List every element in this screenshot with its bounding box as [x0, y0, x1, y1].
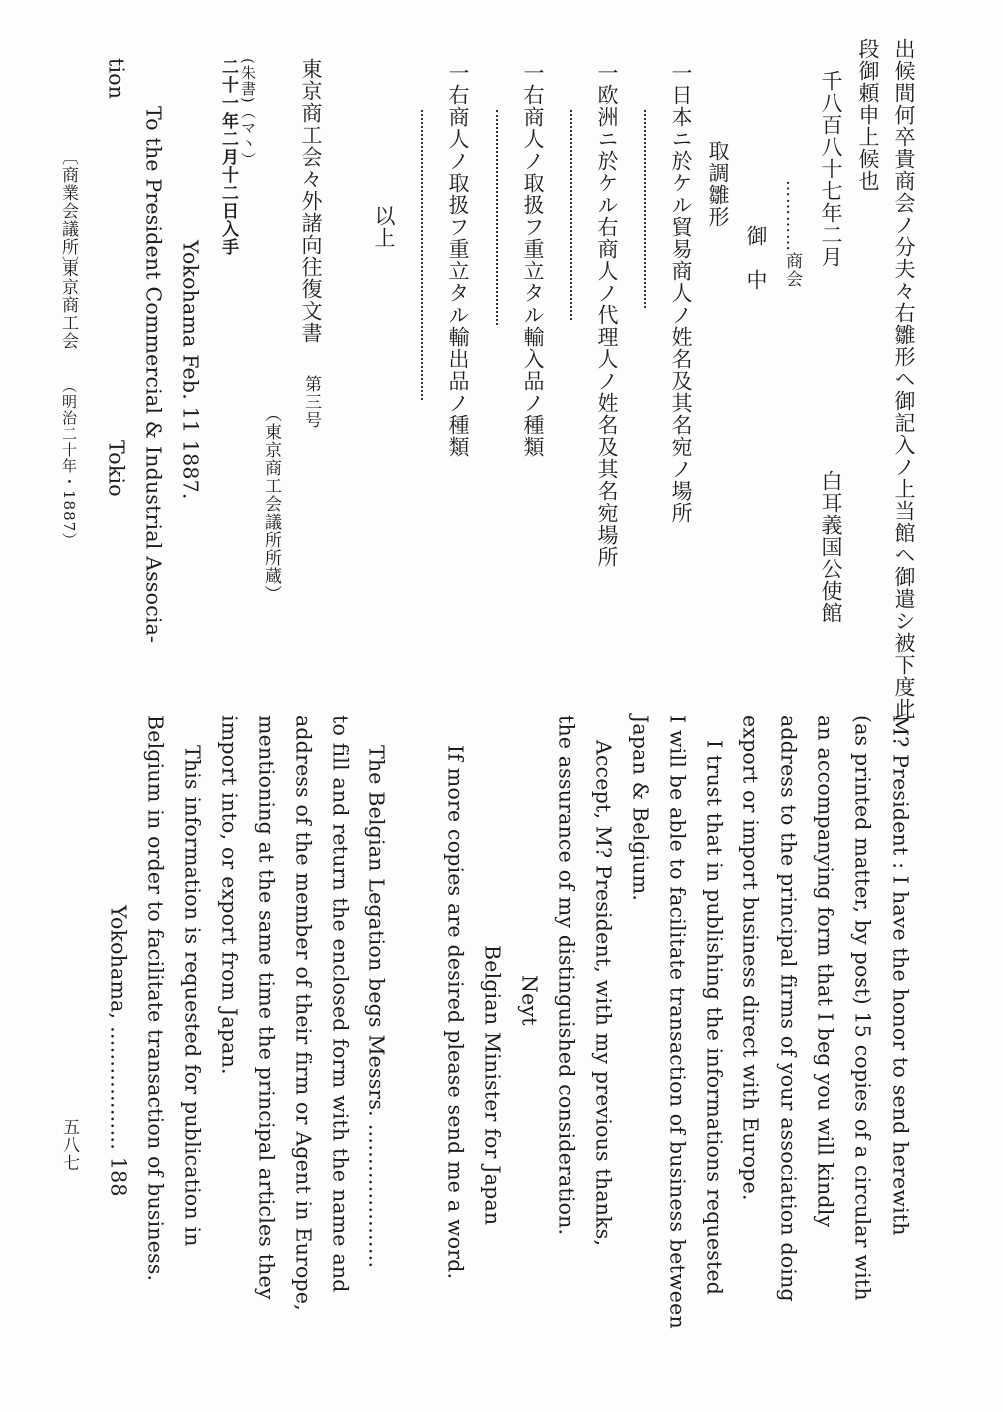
letter-line: I trust that in publishing the informations requested [702, 740, 727, 1296]
received-date: 二十一年二月十二日入手 [218, 58, 238, 256]
request-line-2: 段御頼申上候也 [856, 38, 880, 192]
tokio: Tokio [104, 440, 129, 497]
onchu: 御 中 [744, 225, 768, 291]
addressee-shokai: 商会 [782, 252, 802, 288]
postscript: If more copies are desired please send me a word. [443, 745, 468, 1280]
to-line-2: tion [104, 58, 129, 100]
form-item-3: 一右商人ノ取扱フ重立タル輸入品ノ種類 [521, 62, 545, 458]
footer-section: 〔商業会議所〕 [58, 148, 78, 274]
document-volume: 第三号 [301, 375, 321, 429]
form-title: 取調雛形 [706, 140, 730, 228]
form-item-4-blank [421, 110, 423, 400]
form-item-2-blank [570, 110, 572, 320]
letter-date: 千八百八十七年二月 [819, 70, 843, 268]
form-english-line: Yokohama, ……………… 188 [106, 905, 131, 1197]
form-english-line: This information is requested for publication in [180, 745, 205, 1247]
request-line-1: 出候間何卒貴商会ノ分夫々右雛形ヘ御記入ノ上当館ヘ御遣シ被下度此 [892, 38, 916, 720]
form-english-line: Belgium in order to facilitate transaction of business. [143, 715, 168, 1282]
addressee-dots: ………… [782, 180, 802, 252]
letter-line: an accompanying form that I beg you will kindly [813, 715, 838, 1228]
form-item-1-blank [644, 110, 646, 308]
signature-title: Belgian Minister for Japan [480, 945, 505, 1226]
letter-line: the assurance of my distinguished consideration. [554, 715, 579, 1236]
letter-sender: 白耳義国公使館 [819, 470, 843, 624]
letter-line: M? President : I have the honor to send herewith [888, 715, 913, 1236]
letter-line: I will be able to facilitate transaction of business between [665, 715, 690, 1329]
form-english-line: import into, or export from Japan. [217, 715, 242, 1075]
to-line-1: To the President Commercial & Industrial Associa- [141, 106, 166, 644]
letter-line: export or import business direct with Europe. [738, 715, 763, 1201]
form-english-line: to fill and return the enclosed form with the name and [328, 715, 353, 1293]
letter-line: Accept, M? President, with my previous thanks, [591, 740, 616, 1247]
letter-line: address to the principal firms of your association doing [776, 715, 801, 1302]
letter-line: Japan & Belgium. [628, 715, 653, 902]
vermilion-note: (朱書)（マ丶） [239, 58, 257, 168]
form-item-2: 一欧洲ニ於ケル右商人ノ代理人ノ姓名及其名宛場所 [595, 62, 619, 568]
page-number: 五八七 [59, 1118, 79, 1172]
form-item-1: 一日本ニ於ケル貿易商人ノ姓名及其名宛ノ場所 [669, 62, 693, 524]
footer-chamber: 東京商工会 [58, 260, 78, 350]
footer-era: （明治二十年・1887） [60, 378, 78, 549]
form-english-line: address of the member of their firm or Agent in Europe, [291, 715, 316, 1311]
ijo-end-mark: 以上 [372, 205, 396, 249]
signature-name: Neyt [517, 975, 542, 1026]
document-title: 東京商工会々外諸向往復文書 [299, 58, 323, 344]
letter-line: (as printed matter, by post) 15 copies of a circular with [850, 715, 875, 1301]
form-english-line: mentioning at the same time the principal articles they [254, 715, 279, 1300]
form-english-line: The Belgian Legation begs Messrs. ………………… [364, 745, 389, 1269]
dateline: Yokohama Feb. 11 1887. [178, 240, 203, 500]
form-item-3-blank [496, 110, 498, 325]
form-item-4: 一右商人ノ取扱フ重立タル輸出品ノ種類 [446, 62, 470, 458]
collection-note: （東京商工会議所所蔵） [261, 405, 281, 603]
